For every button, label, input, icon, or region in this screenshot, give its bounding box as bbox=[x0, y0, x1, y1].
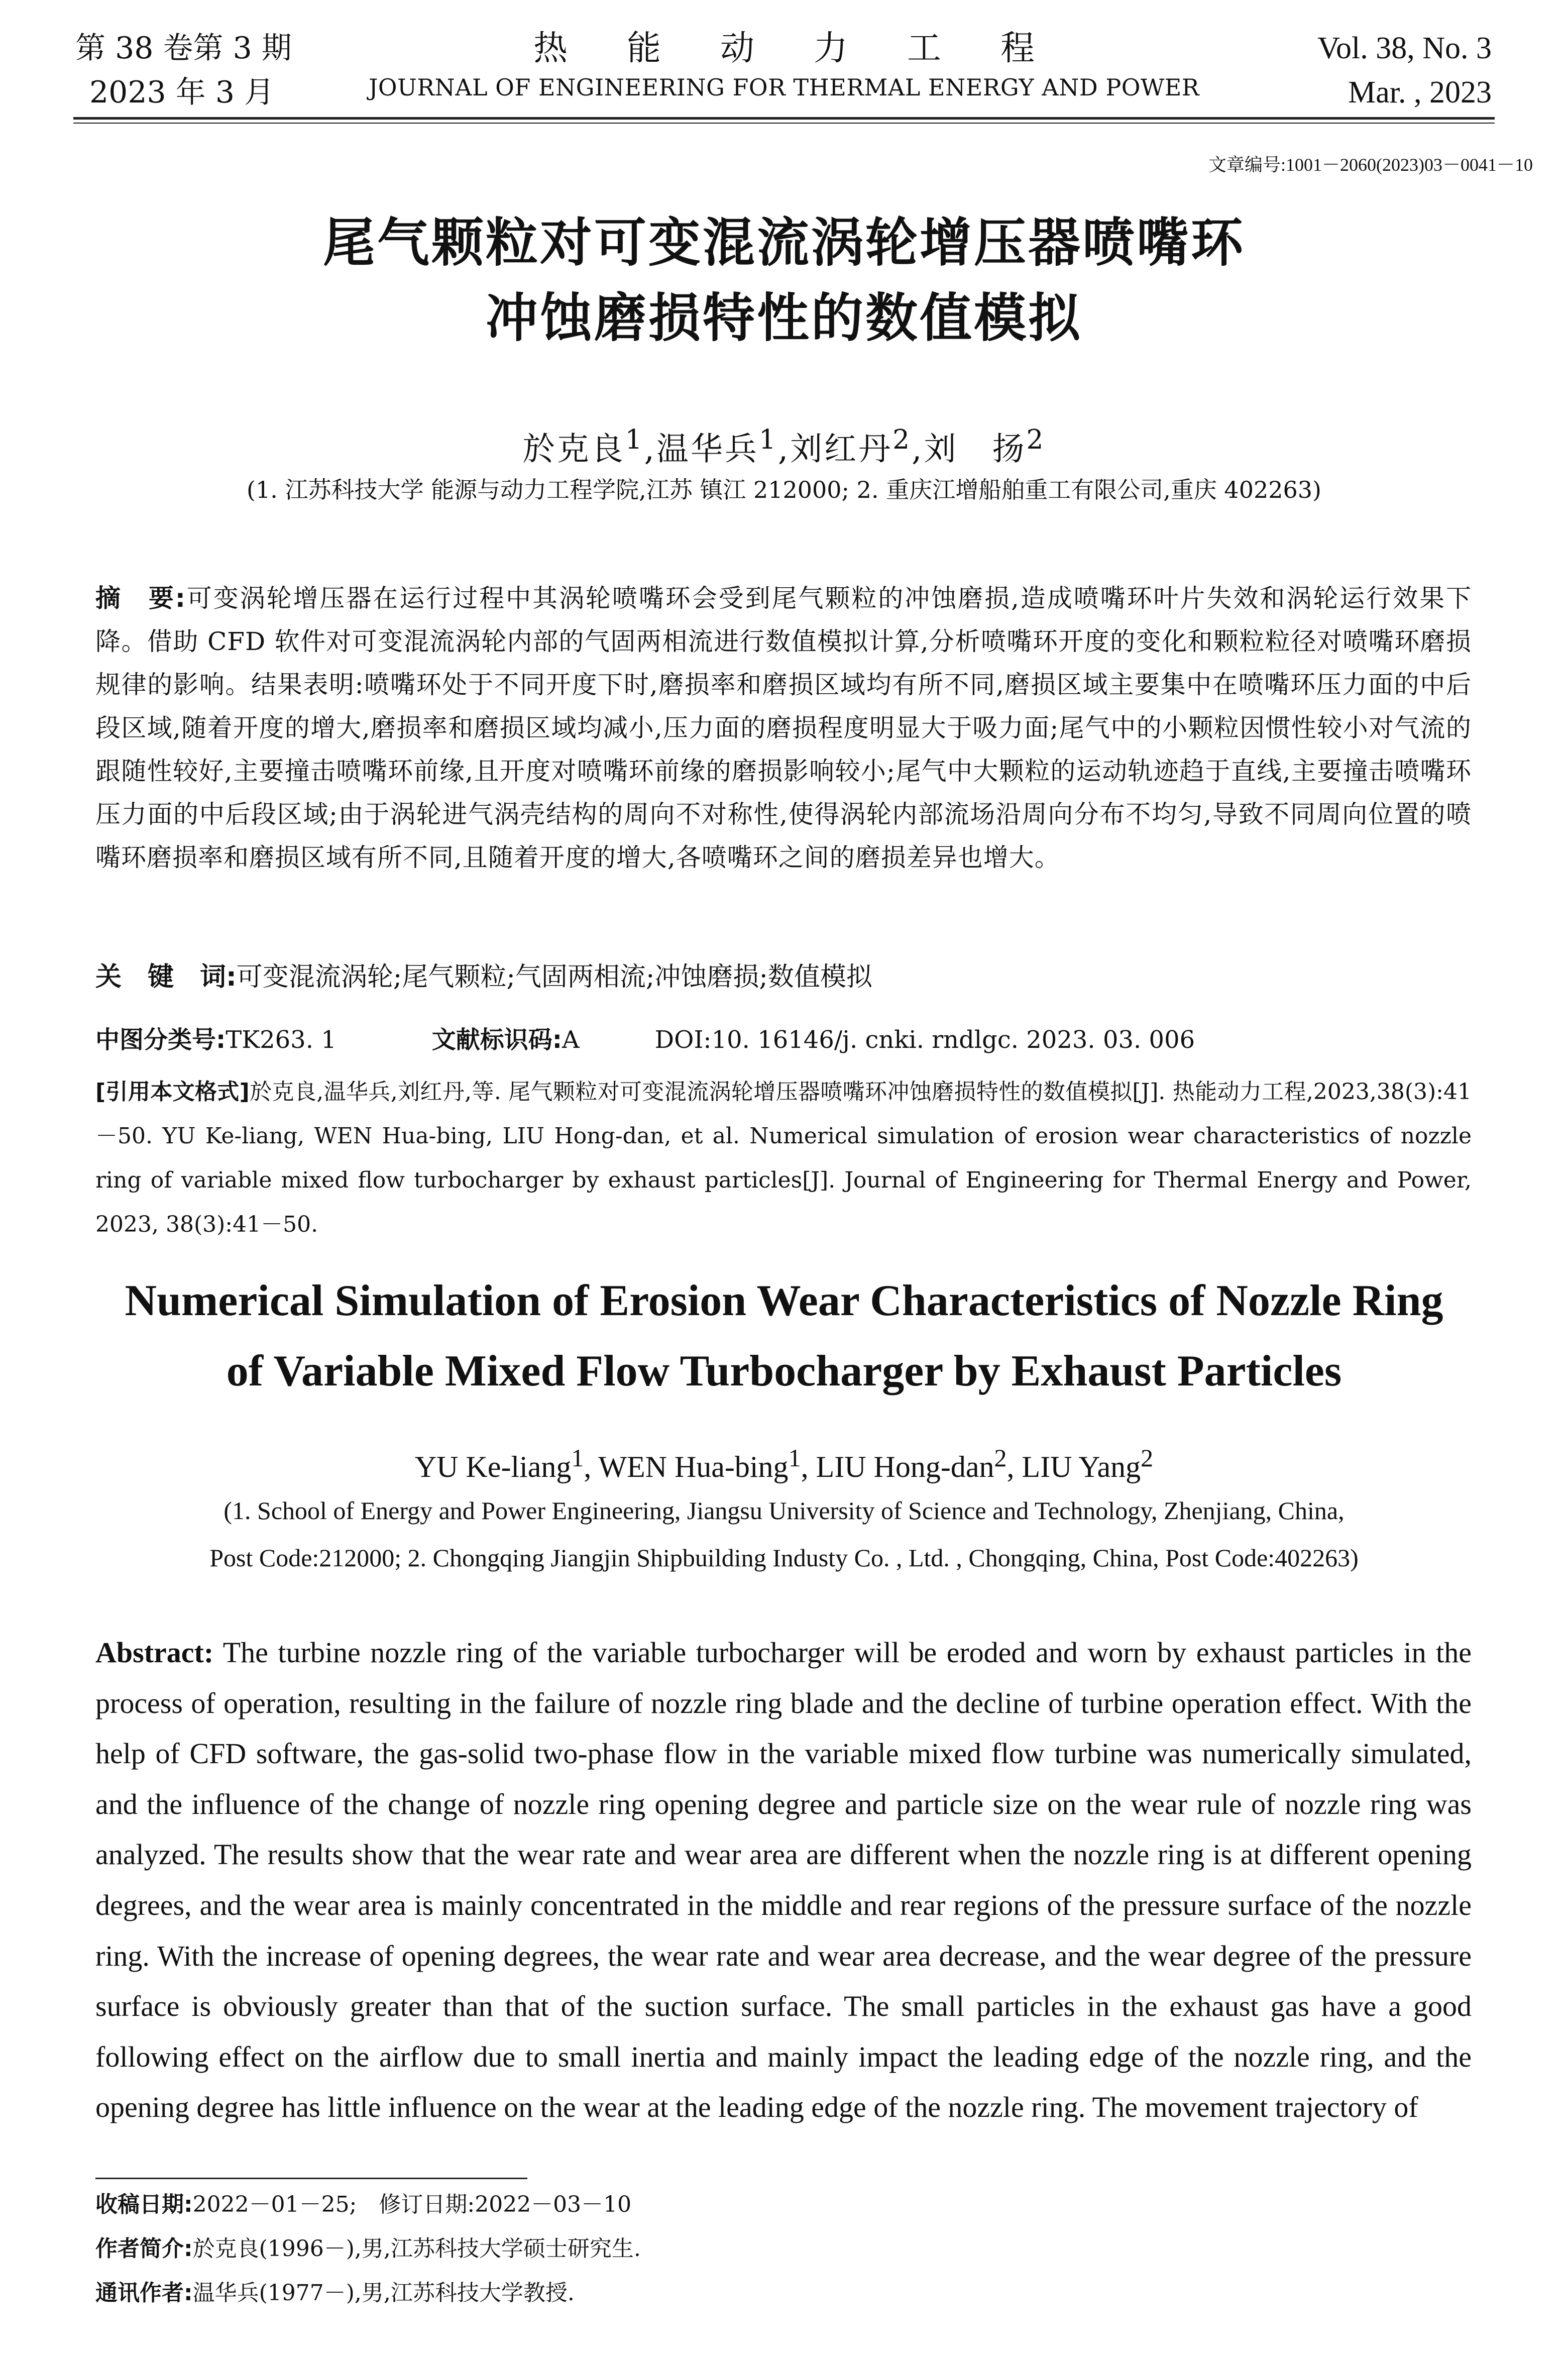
abstract-cn bbox=[95, 577, 1472, 879]
author-en: LIU Yang bbox=[1022, 1450, 1141, 1483]
author-sup: 1 bbox=[571, 1444, 584, 1472]
footnote-corresponding bbox=[95, 2271, 575, 2315]
author-en: LIU Hong-dan bbox=[816, 1450, 994, 1483]
author-sup: 2 bbox=[994, 1444, 1007, 1472]
date-cn: 2023 年 3 月 bbox=[89, 75, 275, 110]
journal-title-en: JOURNAL OF ENGINEERING FOR THERMAL ENERGY AND POWER bbox=[368, 74, 1199, 101]
footnote-author-bio bbox=[95, 2227, 641, 2271]
citation-text: 於克良,温华兵,刘红丹,等. 尾气颗粒对可变混流涡轮增压器喷嘴环冲蚀磨损特性的数值模拟[J]. 热能动力工程,2023,38(3):41－50. YU Ke-liang, WEN Hua-bing, LIU Hong-dan, et al. Numerical simulation of erosion wear characteristics of nozzle ring of variable mixed flow turbocharger by exhaust particles[J]. Journal of Engineering for Thermal Energy and Power, 2023, 38(3):41－50. bbox=[95, 1079, 1472, 1237]
author-sup: 2 bbox=[892, 423, 912, 455]
affiliation-cn: (1. 江苏科技大学 能源与动力工程学院,江苏 镇江 212000; 2. 重庆江增船舶重工有限公司,重庆 402263) bbox=[247, 476, 1321, 503]
footnote-received bbox=[95, 2183, 631, 2227]
header-rule bbox=[73, 117, 1495, 120]
author-sup: 2 bbox=[1141, 1444, 1154, 1472]
classification-line bbox=[95, 1020, 1472, 1060]
clc-label: 中图分类号: bbox=[95, 1026, 226, 1054]
author-en: YU Ke-liang bbox=[414, 1450, 572, 1483]
abstract-en bbox=[95, 1628, 1472, 2133]
citation bbox=[95, 1070, 1472, 1247]
article-number: 文章编号:1001－2060(2023)03－0041－10 bbox=[1208, 155, 1533, 175]
footnote-text: 於克良(1996－),男,江苏科技大学硕士研究生. bbox=[192, 2236, 641, 2262]
affiliation-en bbox=[95, 1487, 1473, 1581]
footnote-text: 2022－01－25; 修订日期:2022－03－10 bbox=[192, 2192, 632, 2217]
abstract-en-label: Abstract: bbox=[95, 1636, 214, 1669]
citation-label: [引用本文格式] bbox=[95, 1079, 250, 1105]
abstract-cn-label: 摘 要: bbox=[95, 584, 186, 613]
affiliation-en-line2: Post Code:212000; 2. Chongqing Jiangjin Shipbuilding Industy Co. , Ltd. , Chongqing, China, Post Code:402263) bbox=[209, 1544, 1359, 1572]
author-sup: 2 bbox=[1026, 423, 1046, 455]
footnote-text: 温华兵(1977－),男,江苏科技大学教授. bbox=[192, 2280, 575, 2306]
doc-code-label: 文献标识码: bbox=[431, 1026, 562, 1054]
authors-cn: 於克良$^1$,温华兵$^1$,刘红丹$^2$,刘 扬$^2$ bbox=[522, 423, 1046, 468]
doc-code-value: A bbox=[562, 1026, 580, 1054]
author-cn: 於克良 bbox=[522, 431, 625, 468]
author-cn: 刘红丹 bbox=[790, 431, 893, 468]
authors-en: YU Ke-liang$^1$, WEN Hua-bing$^1$, LIU Hong-dan$^2$, LIU Yang$^2$ bbox=[414, 1444, 1154, 1483]
date-en: Mar. , 2023 bbox=[1348, 75, 1492, 110]
title-en bbox=[0, 1266, 1568, 1407]
keywords-cn bbox=[95, 957, 1472, 997]
author-sup: 1 bbox=[758, 423, 778, 455]
issue-cn: 第 38 卷第 3 期 bbox=[75, 31, 292, 66]
clc-value: TK263. 1 bbox=[226, 1026, 337, 1054]
abstract-en-text: The turbine nozzle ring of the variable turbocharger will be eroded and worn by exhaust particles in the process of operation, resulting in the failure of nozzle ring blade and the decline of turbine operation effect. With the help of CFD software, the gas-solid two-phase flow in the variable mixed flow turbine was numerically simulated, and the influence of the change of nozzle ring opening degree and particle size on the wear rule of nozzle ring was analyzed. The results show that the wear rate and wear area are different when the nozzle ring is at different opening degrees, and the wear area is mainly concentrated in the middle and rear regions of the pressure surface of the nozzle ring. With the increase of opening degrees, the wear rate and wear area decrease, and the wear degree of the pressure surface is obviously greater than that of the suction surface. The small particles in the exhaust gas have a good following effect on the airflow due to small inertia and mainly impact the leading edge of the nozzle ring, and the opening degree has little influence on the wear at the leading edge of the nozzle ring. The movement trajectory of bbox=[95, 1636, 1472, 2124]
author-cn: 温华兵 bbox=[656, 431, 759, 468]
author-sup: 1 bbox=[625, 423, 644, 455]
author-sup: 1 bbox=[788, 1444, 801, 1472]
title-en-line2: of Variable Mixed Flow Turbocharger by Exhaust Particles bbox=[226, 1347, 1342, 1396]
footnote-label: 收稿日期: bbox=[95, 2192, 193, 2217]
header-rule-thin bbox=[73, 123, 1495, 124]
keywords-label: 关 键 词: bbox=[95, 962, 237, 992]
issue-en: Vol. 38, No. 3 bbox=[1317, 31, 1492, 65]
title-cn-line1: 尾气颗粒对可变混流涡轮增压器喷嘴环 bbox=[322, 212, 1245, 273]
title-en-line1: Numerical Simulation of Erosion Wear Characteristics of Nozzle Ring bbox=[125, 1276, 1443, 1325]
author-en: WEN Hua-bing bbox=[598, 1450, 789, 1483]
doi: DOI:10. 16146/j. cnki. rndlgc. 2023. 03. 006 bbox=[654, 1026, 1195, 1054]
affiliation-en-line1: (1. School of Energy and Power Engineering, Jiangsu University of Science and Technology, Zhenjiang, China, bbox=[223, 1496, 1345, 1525]
title-cn bbox=[0, 205, 1568, 356]
author-cn: 刘 扬 bbox=[924, 431, 1027, 468]
footnote-rule bbox=[95, 2178, 527, 2179]
title-cn-line2: 冲蚀磨损特性的数值模拟 bbox=[485, 287, 1082, 349]
header-issue-en bbox=[1317, 26, 1492, 115]
abstract-cn-text: 可变涡轮增压器在运行过程中其涡轮喷嘴环会受到尾气颗粒的冲蚀磨损,造成喷嘴环叶片失效和涡轮运行效果下降。借助 CFD 软件对可变混流涡轮内部的气固两相流进行数值模拟计算,分析喷嘴环开度的变化和颗粒粒径对喷嘴环磨损规律的影响。结果表明:喷嘴环处于不同开度下时,磨损率和磨损区域均有所不同,磨损区域主要集中在喷嘴环压力面的中后段区域,随着开度的增大,磨损率和磨损区域均减小,压力面的磨损程度明显大于吸力面;尾气中的小颗粒因惯性较小对气流的跟随性较好,主要撞击喷嘴环前缘,且开度对喷嘴环前缘的磨损影响较小;尾气中大颗粒的运动轨迹趋于直线,主要撞击喷嘴环压力面的中后段区域;由于涡轮进气涡壳结构的周向不对称性,使得涡轮内部流场沿周向分布不均匀,导致不同周向位置的喷嘴环磨损率和磨损区域有所不同,且随着开度的增大,各喷嘴环之间的磨损差异也增大。 bbox=[95, 584, 1472, 872]
footnote-label: 作者简介: bbox=[95, 2236, 193, 2262]
journal-title-cn: 热能动力工程 bbox=[533, 29, 1094, 68]
keywords-text: 可变混流涡轮;尾气颗粒;气固两相流;冲蚀磨损;数值模拟 bbox=[236, 962, 872, 992]
footnote-label: 通讯作者: bbox=[95, 2280, 193, 2306]
